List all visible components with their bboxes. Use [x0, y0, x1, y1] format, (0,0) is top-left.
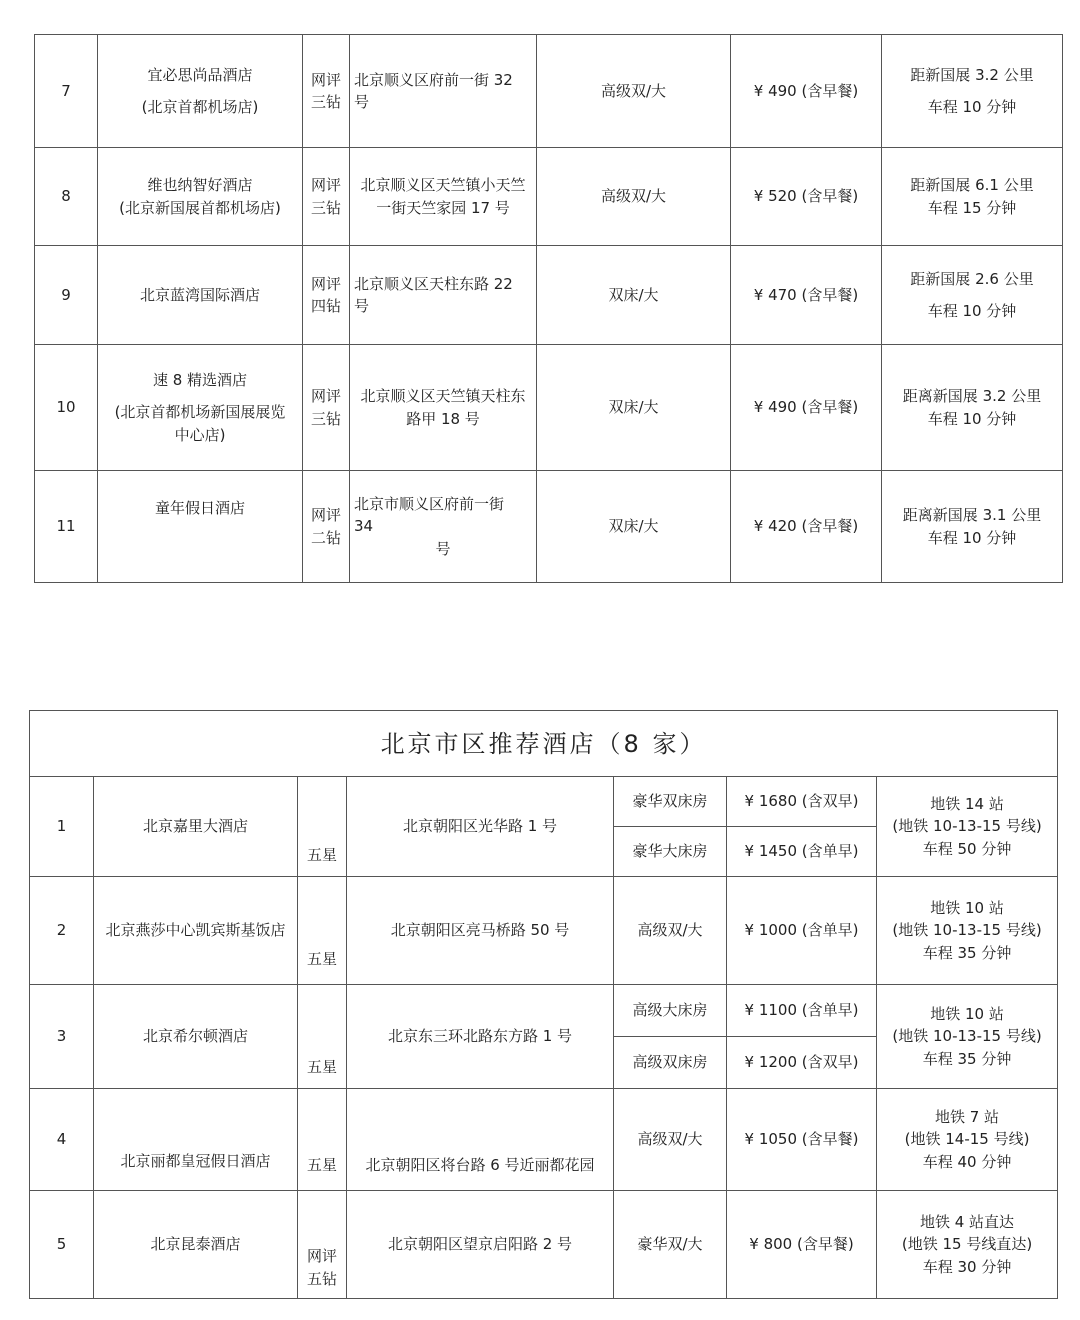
table-title-row: [30, 711, 1058, 777]
hotel-address: 北京朝阳区将台路 6 号近丽都花园: [347, 1089, 614, 1191]
hotel-name: 北京丽都皇冠假日酒店: [94, 1089, 298, 1191]
room-price: ¥ 1000 (含单早): [727, 877, 877, 985]
hotel-rating: 网评 五钻: [298, 1191, 347, 1299]
room-price: ¥ 420 (含早餐): [731, 471, 882, 583]
hotel-rating: 五星: [298, 877, 347, 985]
hotel-name: 维也纳智好酒店 (北京新国展首都机场店): [98, 148, 303, 246]
row-number: 2: [30, 877, 94, 985]
hotel-name: 北京昆泰酒店: [94, 1191, 298, 1299]
hotel-address: 北京顺义区天柱东路 22 号: [350, 246, 537, 345]
room-price: ¥ 490 (含早餐): [731, 345, 882, 471]
room-type: 双床/大: [537, 345, 731, 471]
transit-info: 地铁 7 站 (地铁 14-15 号线) 车程 40 分钟: [877, 1089, 1058, 1191]
table-title: 北京市区推荐酒店（8 家）: [30, 711, 1058, 777]
room-type: 豪华双/大: [614, 1191, 727, 1299]
hotel-table-suburban: [34, 34, 1063, 583]
hotel-rating: 五星: [298, 1089, 347, 1191]
hotel-rating: 网评 三钻: [303, 35, 350, 148]
hotel-address: 北京朝阳区光华路 1 号: [347, 777, 614, 877]
transit-info: 地铁 10 站 (地铁 10-13-15 号线) 车程 35 分钟: [877, 985, 1058, 1089]
room-type: 高级双/大: [614, 1089, 727, 1191]
hotel-address: 北京东三环北路东方路 1 号: [347, 985, 614, 1089]
hotel-address: 北京朝阳区望京启阳路 2 号: [347, 1191, 614, 1299]
transit-info: 地铁 4 站直达 (地铁 15 号线直达) 车程 30 分钟: [877, 1191, 1058, 1299]
hotel-rating: 网评 二钻: [303, 471, 350, 583]
room-type: 高级双/大: [537, 148, 731, 246]
room-type: 高级双床房: [614, 1037, 727, 1089]
hotel-name: 童年假日酒店: [98, 471, 303, 583]
hotel-rating: 网评 三钻: [303, 148, 350, 246]
room-price: ¥ 800 (含早餐): [727, 1191, 877, 1299]
hotel-name: 北京希尔顿酒店: [94, 985, 298, 1089]
hotel-rating: 网评 四钻: [303, 246, 350, 345]
room-type: 双床/大: [537, 471, 731, 583]
room-type: 高级双/大: [537, 35, 731, 148]
row-number: 10: [35, 345, 98, 471]
room-type: 高级双/大: [614, 877, 727, 985]
table-row: [30, 1089, 1058, 1191]
hotel-name: 北京蓝湾国际酒店: [98, 246, 303, 345]
table-row: [35, 246, 1063, 345]
row-number: 4: [30, 1089, 94, 1191]
distance-info: 距离新国展 3.2 公里 车程 10 分钟: [882, 345, 1063, 471]
hotel-table-downtown: [29, 710, 1058, 1299]
table-row: [30, 877, 1058, 985]
table-row: [30, 1191, 1058, 1299]
hotel-name: 宜必思尚品酒店 (北京首都机场店): [98, 35, 303, 148]
hotel-rating: 网评 三钻: [303, 345, 350, 471]
row-number: 7: [35, 35, 98, 148]
hotel-address: 北京顺义区天竺镇小天竺 一街天竺家园 17 号: [350, 148, 537, 246]
room-price: ¥ 1200 (含双早): [727, 1037, 877, 1089]
distance-info: 距新国展 2.6 公里 车程 10 分钟: [882, 246, 1063, 345]
hotel-name: 速 8 精选酒店 (北京首都机场新国展展览 中心店): [98, 345, 303, 471]
hotel-name: 北京燕莎中心凯宾斯基饭店: [94, 877, 298, 985]
room-price: ¥ 490 (含早餐): [731, 35, 882, 148]
table-row: [35, 471, 1063, 583]
room-type: 豪华大床房: [614, 827, 727, 877]
row-number: 5: [30, 1191, 94, 1299]
room-type: 高级大床房: [614, 985, 727, 1037]
room-price: ¥ 470 (含早餐): [731, 246, 882, 345]
room-price: ¥ 1100 (含单早): [727, 985, 877, 1037]
row-number: 1: [30, 777, 94, 877]
transit-info: 地铁 10 站 (地铁 10-13-15 号线) 车程 35 分钟: [877, 877, 1058, 985]
table-row: [30, 777, 1058, 827]
room-price: ¥ 1050 (含早餐): [727, 1089, 877, 1191]
room-price: ¥ 1680 (含双早): [727, 777, 877, 827]
table-row: [35, 148, 1063, 246]
hotel-address: 北京市顺义区府前一街 34 号: [350, 471, 537, 583]
table-row: [35, 35, 1063, 148]
hotel-rating: 五星: [298, 985, 347, 1089]
room-price: ¥ 1450 (含单早): [727, 827, 877, 877]
hotel-rating: 五星: [298, 777, 347, 877]
hotel-address: 北京朝阳区亮马桥路 50 号: [347, 877, 614, 985]
row-number: 3: [30, 985, 94, 1089]
row-number: 11: [35, 471, 98, 583]
transit-info: 地铁 14 站 (地铁 10-13-15 号线) 车程 50 分钟: [877, 777, 1058, 877]
row-number: 9: [35, 246, 98, 345]
table-row: [30, 985, 1058, 1037]
table-row: [35, 345, 1063, 471]
room-price: ¥ 520 (含早餐): [731, 148, 882, 246]
hotel-address: 北京顺义区天竺镇天柱东 路甲 18 号: [350, 345, 537, 471]
distance-info: 距新国展 3.2 公里 车程 10 分钟: [882, 35, 1063, 148]
room-type: 双床/大: [537, 246, 731, 345]
distance-info: 距新国展 6.1 公里 车程 15 分钟: [882, 148, 1063, 246]
hotel-name: 北京嘉里大酒店: [94, 777, 298, 877]
row-number: 8: [35, 148, 98, 246]
hotel-address: 北京顺义区府前一街 32 号: [350, 35, 537, 148]
room-type: 豪华双床房: [614, 777, 727, 827]
distance-info: 距离新国展 3.1 公里 车程 10 分钟: [882, 471, 1063, 583]
